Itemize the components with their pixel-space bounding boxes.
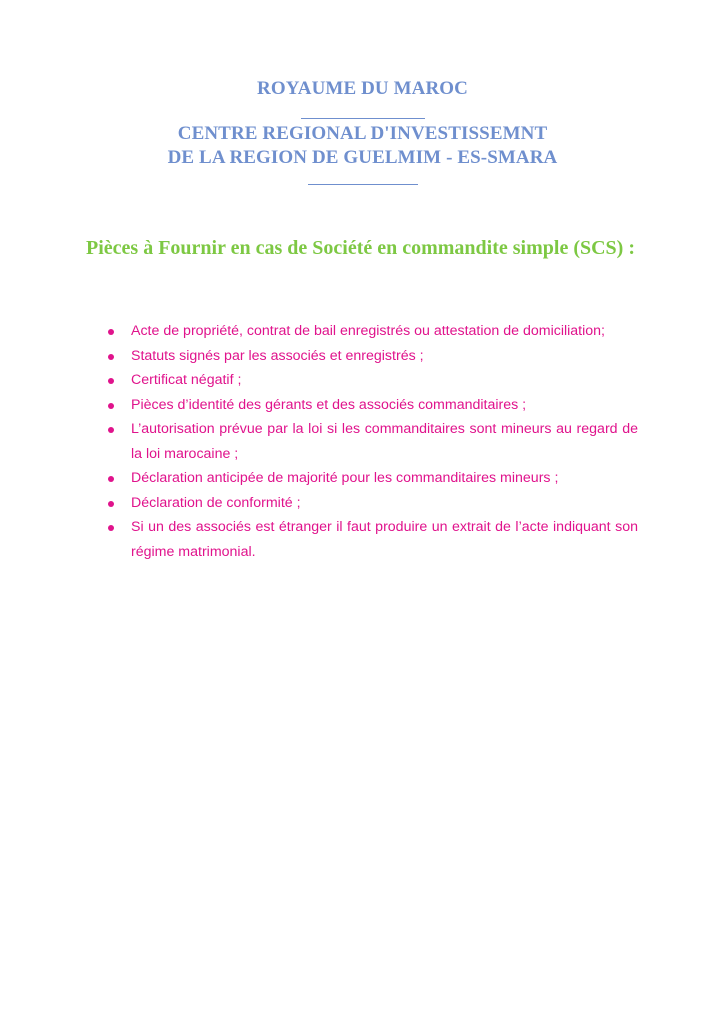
bullet-icon [108,427,114,433]
list-item [108,491,638,516]
list-item-text: Déclaration anticipée de majorité pour les commanditaires mineurs ; [131,470,559,486]
list-item [108,319,638,344]
list-item [108,393,638,418]
list-item [108,515,638,564]
required-documents-list [108,319,638,564]
centre-heading-line-2: DE LA REGION DE GUELMIM - ES-SMARA [167,147,558,168]
kingdom-heading: ROYAUME DU MAROC [257,78,468,99]
bullet-icon [108,525,114,531]
list-item [108,368,638,393]
header-divider-bottom [308,184,418,185]
list-item-text: Si un des associés est étranger il faut produire un extrait de l’acte indiquant son régime matrimonial. [131,519,638,560]
list-item [108,417,638,466]
list-item-text: Pièces d’identité des gérants et des associés commanditaires ; [131,396,527,413]
list-item-text: L’autorisation prévue par la loi si les commanditaires sont mineurs au regard de la loi marocaine ; [131,421,638,462]
bullet-icon [108,501,114,507]
list-item-text: Déclaration de conformité ; [131,494,301,511]
list-item [108,466,638,491]
bullet-icon [108,329,114,335]
section-title: Pièces à Fournir en cas de Société en commandite simple (SCS) : [86,237,635,259]
header-divider-top [301,118,425,119]
list-item-text: Certificat négatif ; [131,372,242,388]
centre-heading-line-1: CENTRE REGIONAL D'INVESTISSEMNT [177,123,548,144]
list-item [108,344,638,369]
bullet-icon [108,403,114,409]
bullet-icon [108,354,114,360]
bullet-icon [108,378,114,384]
list-item-text: Acte de propriété, contrat de bail enregistrés ou attestation de domiciliation; [131,323,605,339]
list-item-text: Statuts signés par les associés et enregistrés ; [131,347,424,364]
bullet-icon [108,476,114,482]
